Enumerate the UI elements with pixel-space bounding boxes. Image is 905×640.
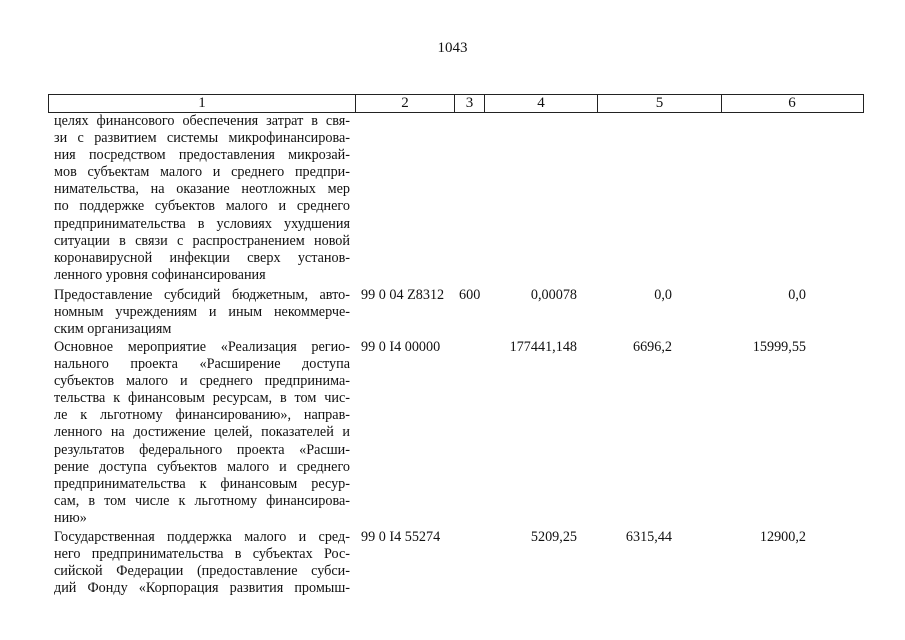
text-line: Государственная поддержка малого и сред-	[54, 529, 350, 545]
row-description	[54, 339, 350, 527]
text-line: номным учреждениям и иным некоммерче-	[54, 304, 350, 321]
amount-col-4: 0,00078	[530, 287, 577, 303]
amount-col-6: 12900,2	[759, 529, 806, 545]
text-line: сам, в том числе к льготному финансирова-	[54, 492, 350, 509]
text-line: тельства к финансовым ресурсам, в том чис-	[54, 390, 350, 407]
budget-code: 99 0 I4 55274	[361, 529, 441, 545]
text-line: коронавирусной инфекции сверх установ-	[54, 249, 350, 266]
row-description	[54, 529, 350, 597]
text-line: нального проекта «Расширение доступа	[54, 356, 350, 373]
amount-col-5: 0,0	[654, 287, 672, 303]
text-line: целях финансового обеспечения затрат в свя-	[54, 113, 350, 129]
row-description	[54, 113, 350, 284]
text-line: нию»	[54, 509, 87, 526]
text-line: него предпринимательства в субъектах Рос-	[54, 546, 350, 563]
text-line: ленного на достижение целей, показателей и	[54, 424, 350, 441]
text-line: сийской Федерации (предоставление субси-	[54, 563, 350, 580]
text-line: ситуации в связи с распространением новой	[54, 232, 350, 249]
text-line: ским организациям	[54, 321, 172, 338]
text-line: нимательства, на оказание неотложных мер	[54, 181, 350, 198]
text-line: Предоставление субсидий бюджетным, авто-	[54, 287, 350, 303]
budget-code: 99 0 I4 00000	[361, 339, 441, 355]
text-line: ле к льготному финансированию», направ-	[54, 407, 350, 424]
header-col-5: 5	[598, 95, 722, 112]
expense-type: 600	[459, 287, 481, 303]
text-line: субъектов малого и среднего предпринима-	[54, 373, 350, 390]
header-col-2: 2	[356, 95, 455, 112]
amount-col-5: 6315,44	[625, 529, 672, 545]
amount-col-4: 177441,148	[509, 339, 577, 355]
header-col-4: 4	[485, 95, 598, 112]
header-col-3: 3	[455, 95, 485, 112]
text-line: Основное мероприятие «Реализация регио-	[54, 339, 350, 355]
amount-col-4: 5209,25	[530, 529, 577, 545]
text-line: мов субъектам малого и среднего предпри-	[54, 164, 350, 181]
text-line: по поддержке субъектов малого и среднего	[54, 198, 350, 215]
text-line: дий Фонду «Корпорация развития промыш-	[54, 580, 350, 597]
row-description	[54, 287, 350, 338]
text-line: ния посредством предоставления микрозай-	[54, 147, 350, 164]
text-line: ленного уровня софинансирования	[54, 266, 266, 283]
text-line: предпринимательства в условиях ухудшения	[54, 215, 350, 232]
amount-col-6: 0,0	[788, 287, 806, 303]
text-line: зи с развитием системы микрофинансирова-	[54, 130, 350, 147]
text-line: предпринимательства к финансовым ресур-	[54, 475, 350, 492]
text-line: результатов федерального проекта «Расши-	[54, 441, 350, 458]
header-col-6: 6	[788, 95, 796, 111]
header-col-1: 1	[49, 95, 356, 112]
amount-col-5: 6696,2	[632, 339, 672, 355]
budget-code: 99 0 04 Z8312	[361, 287, 445, 303]
amount-col-6: 15999,55	[752, 339, 806, 355]
page-number: 1043	[437, 40, 468, 56]
text-line: рение доступа субъектов малого и среднего	[54, 458, 350, 475]
